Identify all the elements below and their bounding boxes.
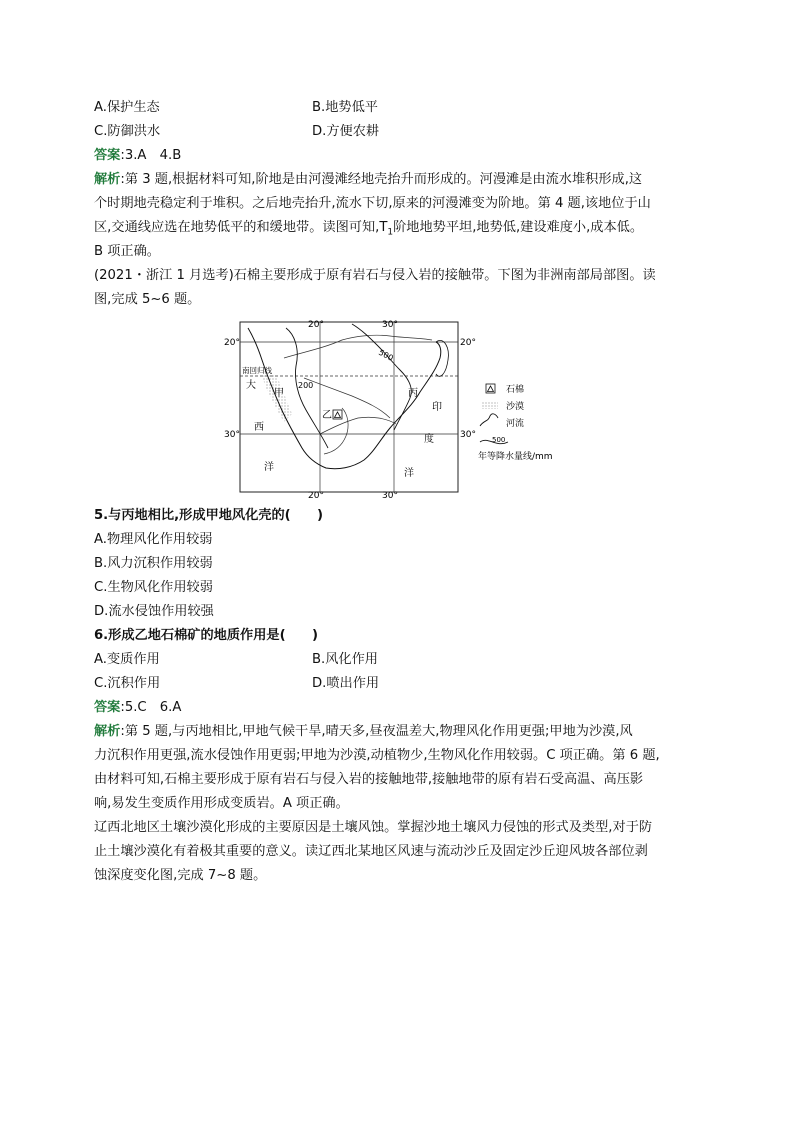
isoline-label-500: 500: [377, 347, 395, 363]
answer-line: [94, 696, 181, 720]
option-row: [94, 648, 378, 672]
lon-label-30: 30°: [382, 320, 398, 330]
analysis-text: :第 5 题,与丙地相比,甲地气候干旱,晴天多,昼夜温差大,物理风化作用更强;甲地为沙漠,风: [120, 724, 633, 739]
ocean-label: 洋: [264, 462, 274, 473]
option-c: C.生物风化作用较弱: [94, 580, 213, 595]
legend-river-label: 河流: [506, 419, 525, 429]
legend-desert-icon: [482, 401, 498, 409]
analysis-line: [94, 720, 633, 744]
option-b: B.地势低平: [312, 100, 378, 115]
option-d: D.方便农耕: [312, 124, 380, 139]
legend-river-icon: [480, 414, 498, 426]
option-b: B.风化作用: [312, 652, 378, 667]
option-d: D.流水侵蚀作用较强: [94, 604, 214, 619]
intro-text: 图,完成 5~6 题。: [94, 292, 201, 307]
isoline-label-200: 200: [298, 381, 314, 390]
option-a: A.物理风化作用较弱: [94, 532, 213, 547]
legend-isoline-label: 年等降水量线/mm: [478, 452, 553, 462]
option-b: B.风力沉积作用较弱: [94, 556, 213, 571]
analysis-text: 力沉积作用更强,流水侵蚀作用更弱;甲地为沙漠,动植物少,生物风化作用较弱。C 项正确。第 6 题,: [94, 748, 660, 763]
intro-text: (2021・浙江 1 月选考)石棉主要形成于原有岩石与侵入岩的接触带。下图为非洲南部局部图。读: [94, 268, 656, 283]
ocean-label: 洋: [404, 468, 414, 479]
tropic-label: 南回归线: [242, 366, 272, 375]
analysis-text: B 项正确。: [94, 244, 160, 259]
place-label-bing: 丙: [408, 388, 418, 399]
legend-asbestos-label: 石棉: [506, 385, 525, 395]
analysis-text: 阶地地势平坦,地势低,建设难度小,成本低。: [393, 220, 644, 235]
lat-label-30: 30°: [224, 430, 240, 440]
southern-africa-map: [224, 318, 584, 498]
analysis-text: 响,易发生变质作用形成变质岩。A 项正确。: [94, 796, 349, 811]
analysis-label: 解析: [94, 172, 121, 187]
option-d: D.喷出作用: [312, 676, 380, 691]
lat-label-20: 20°: [224, 338, 240, 348]
option-row: [94, 120, 380, 144]
option-row: [94, 672, 380, 696]
question-stem: 6.形成乙地石棉矿的地质作用是( ): [94, 628, 319, 643]
intro-text: 止土壤沙漠化有着极其重要的意义。读辽西北某地区风速与流动沙丘及固定沙丘迎风坡各部位剥: [94, 844, 648, 859]
lon-label-20-bottom: 20°: [308, 491, 324, 498]
analysis-text: 区,交通线应选在地势低平的和缓地带。读图可知,T: [94, 220, 388, 235]
ocean-label: 西: [254, 422, 264, 433]
analysis-text: 由材料可知,石棉主要形成于原有岩石与侵入岩的接触地带,接触地带的原有岩石受高温、高压影: [94, 772, 644, 787]
ocean-label: 度: [424, 434, 434, 445]
option-a: A.保护生态: [94, 100, 160, 115]
option-c: C.防御洪水: [94, 124, 161, 139]
answer-label: 答案: [94, 700, 121, 715]
legend-desert-label: 沙漠: [506, 402, 525, 412]
analysis-label: 解析: [94, 724, 121, 739]
lon-label-20: 20°: [308, 320, 324, 330]
place-label-jia: 甲: [274, 388, 284, 399]
intro-text: 辽西北地区土壤沙漠化形成的主要原因是土壤风蚀。掌握沙地土壤风力侵蚀的形式及类型,对于防: [94, 820, 653, 835]
option-c: C.沉积作用: [94, 676, 161, 691]
analysis-line: [94, 216, 643, 245]
lat-label-30-right: 30°: [460, 430, 476, 440]
analysis-text: :第 3 题,根据材料可知,阶地是由河漫滩经地壳抬升而形成的。河漫滩是由流水堆积形成,这: [120, 172, 643, 187]
answer-label: 答案: [94, 148, 121, 163]
analysis-line: [94, 168, 642, 192]
ocean-label: 大: [246, 380, 256, 391]
answer-value: :5.C 6.A: [120, 700, 182, 715]
subscript: 1: [387, 227, 394, 238]
lat-label-20-right: 20°: [460, 338, 476, 348]
lon-label-30-bottom: 30°: [382, 491, 398, 498]
option-a: A.变质作用: [94, 652, 160, 667]
answer-value: :3.A 4.B: [120, 148, 182, 163]
intro-text: 蚀深度变化图,完成 7~8 题。: [94, 868, 267, 883]
analysis-text: 个时期地壳稳定利于堆积。之后地壳抬升,流水下切,原来的河漫滩变为阶地。第 4 题,该地位于山: [94, 196, 651, 211]
question-stem: 5.与丙地相比,形成甲地风化壳的( ): [94, 508, 324, 523]
legend-isoline-value: 500: [492, 436, 506, 444]
option-row: [94, 96, 378, 120]
ocean-label: 印: [432, 402, 442, 413]
place-label-yi: 乙: [322, 410, 332, 421]
answer-line: [94, 144, 181, 168]
